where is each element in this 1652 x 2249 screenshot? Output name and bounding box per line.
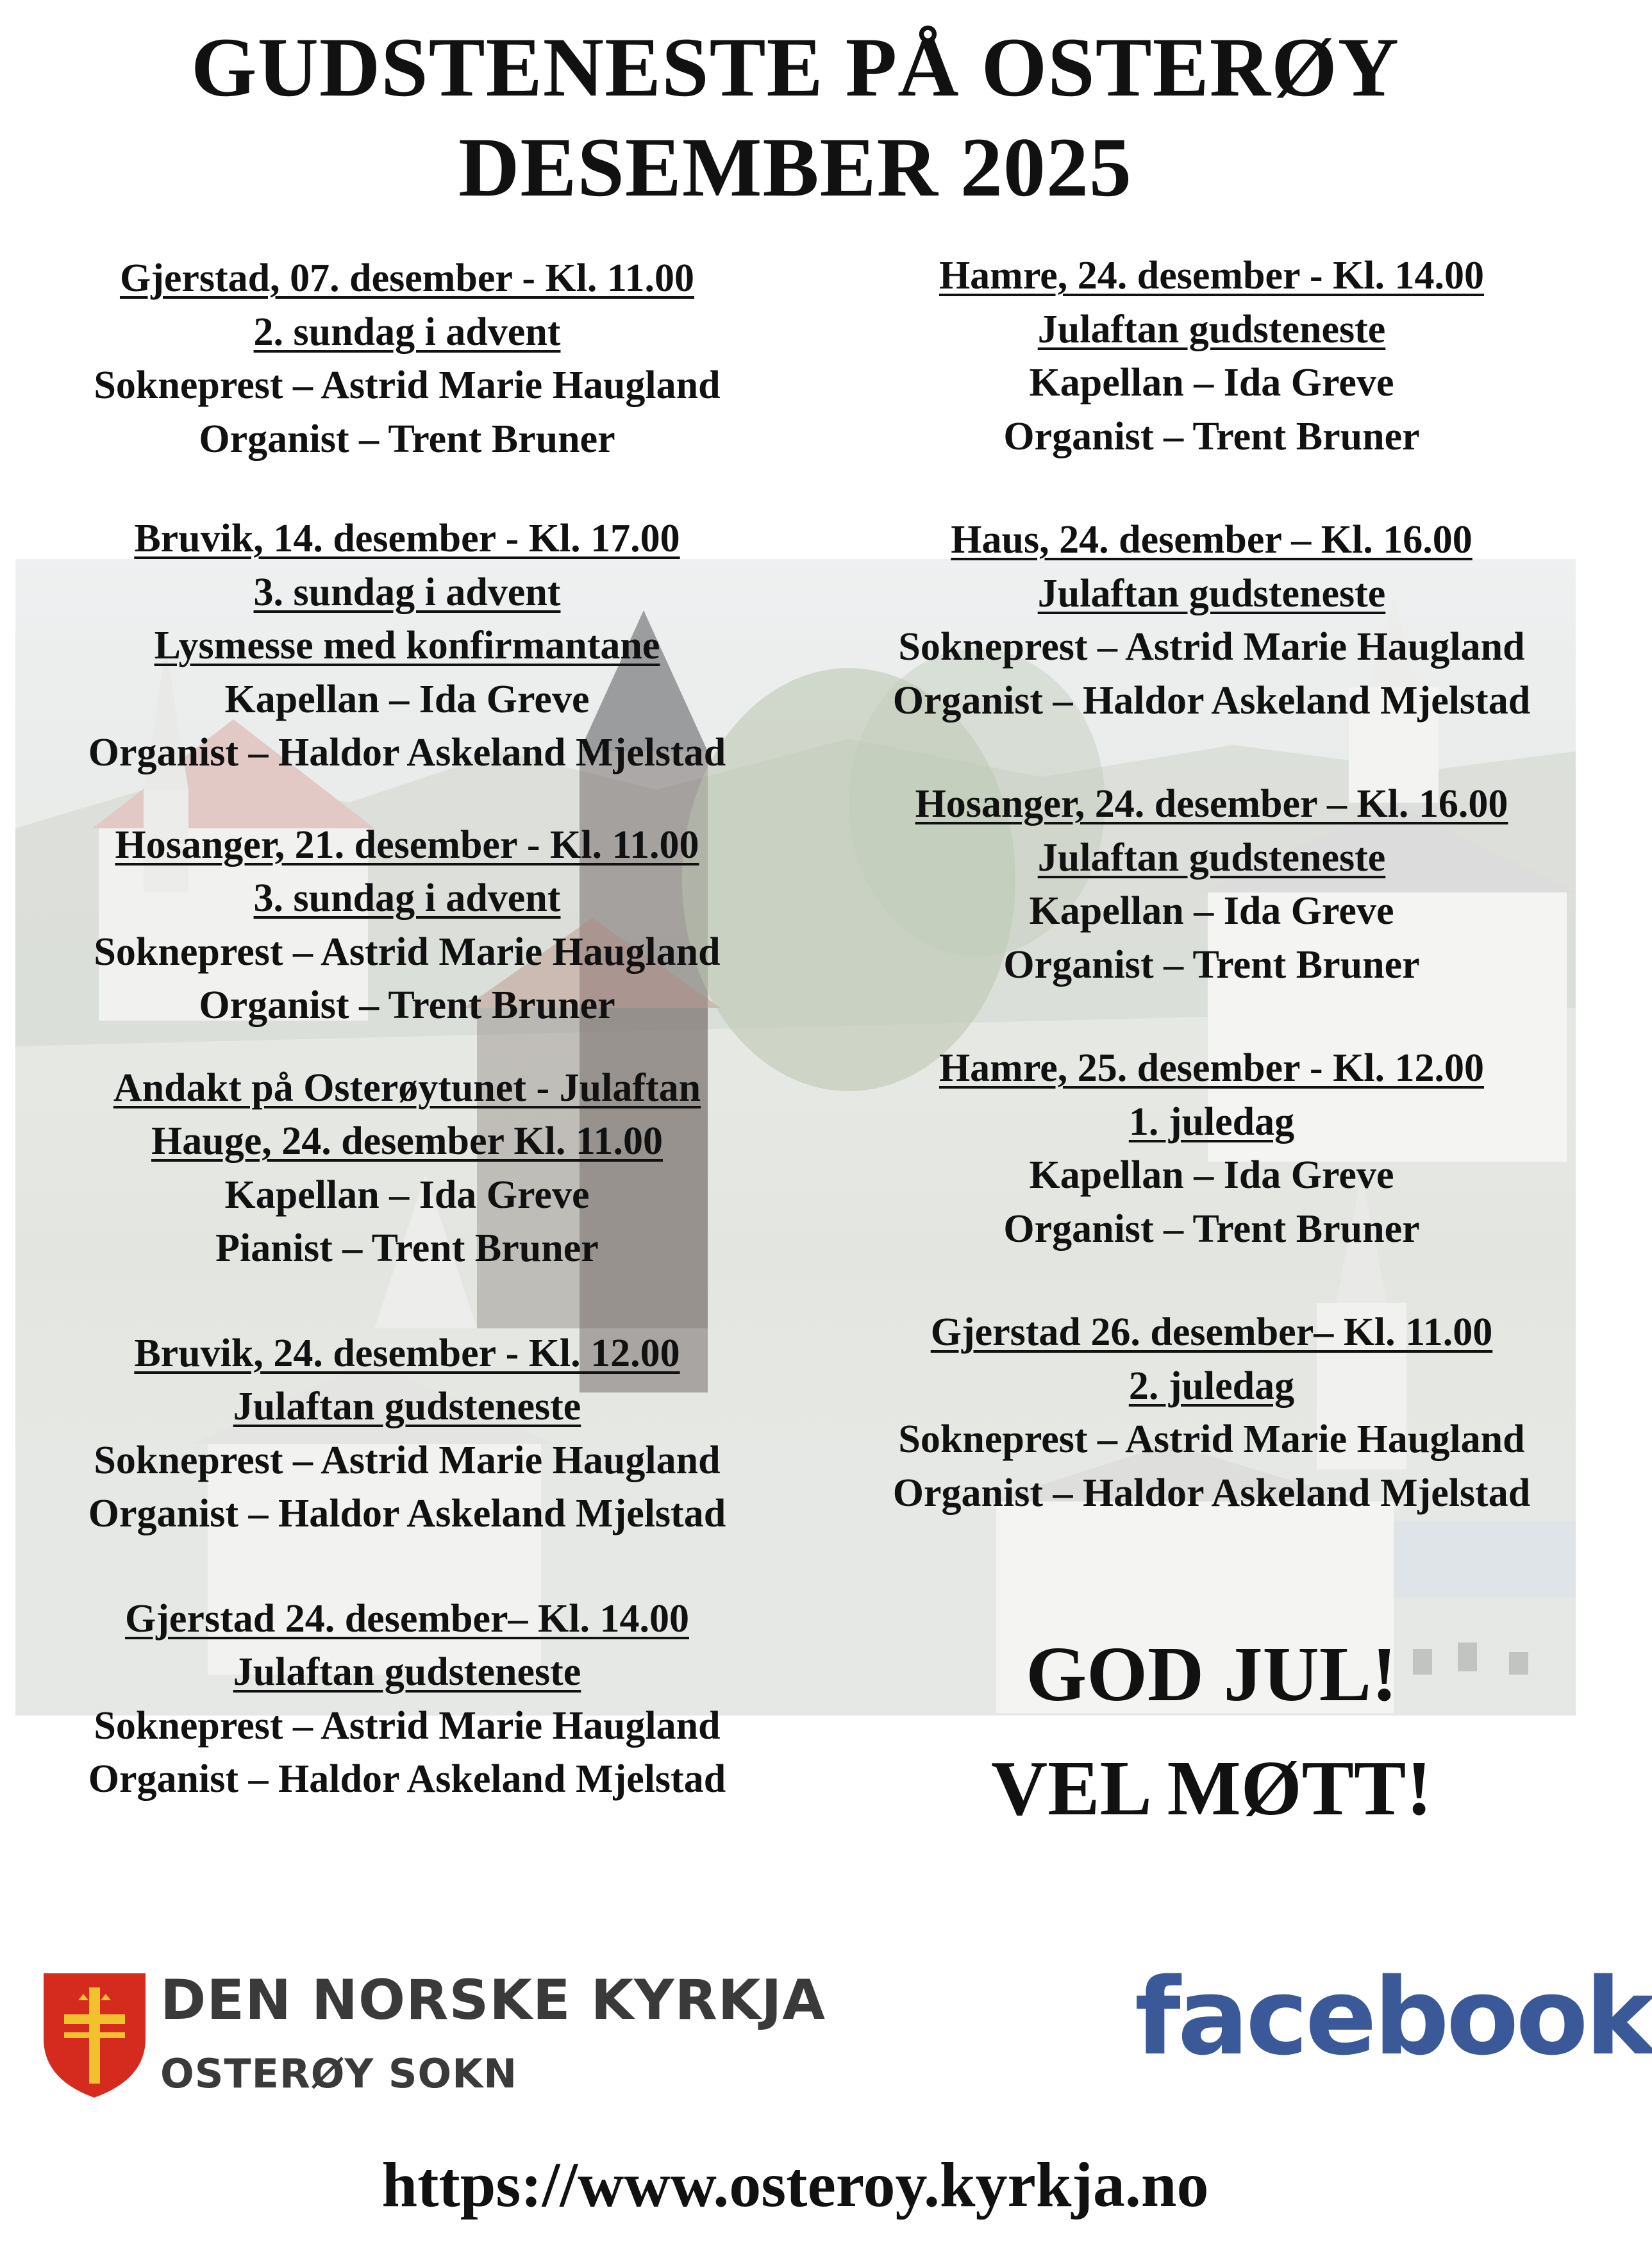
service-line: Organist – Haldor Askeland Mjelstad [892,1471,1531,1515]
service-block [833,249,1590,464]
service-line: Organist – Trent Bruner [1003,1207,1420,1251]
service-line: Organist – Haldor Askeland Mjelstad [88,731,726,774]
service-block [833,1042,1590,1256]
service-line: 2. sundag i advent [253,310,561,354]
service-line: Julaftan gudsteneste [1037,835,1386,880]
service-heading: Bruvik, 24. desember - Kl. 12.00 [134,1331,680,1375]
service-line: Sokneprest – Astrid Marie Haugland [94,930,721,974]
service-block [29,1327,785,1541]
service-line: Sokneprest – Astrid Marie Haugland [94,1438,721,1482]
service-line: Kapellan – Ida Greve [1029,1153,1394,1197]
service-line: Organist – Trent Bruner [199,983,615,1027]
service-line: Organist – Haldor Askeland Mjelstad [892,678,1531,723]
service-heading: Hosanger, 21. desember - Kl. 11.00 [115,823,699,867]
service-line: 2. juledag [1128,1364,1295,1408]
service-line: Kapellan – Ida Greve [224,1173,590,1217]
right-service-column [833,249,1590,1520]
service-block [29,252,785,466]
service-heading: Hamre, 24. desember - Kl. 14.00 [939,254,1485,297]
service-block [29,1593,785,1807]
service-line: Organist – Trent Bruner [199,417,615,461]
service-line: Organist – Haldor Askeland Mjelstad [88,1757,726,1801]
service-block [833,514,1590,728]
service-line: Sokneprest – Astrid Marie Haugland [94,1703,721,1748]
service-line: Sokneprest – Astrid Marie Haugland [94,364,721,407]
service-heading: Hamre, 25. desember - Kl. 12.00 [939,1046,1485,1090]
service-heading: Hosanger, 24. desember – Kl. 16.00 [915,782,1508,826]
service-line: Kapellan – Ida Greve [1029,361,1394,405]
service-line: Julaftan gudsteneste [1037,571,1386,615]
service-line: Hauge, 24. desember Kl. 11.00 [151,1119,663,1163]
service-line: 3. sundag i advent [253,876,561,920]
service-heading: Gjerstad 24. desember– Kl. 14.00 [125,1596,689,1641]
service-block [833,778,1590,992]
service-line: 3. sundag i advent [253,570,561,614]
service-line: 1. juledag [1128,1099,1295,1144]
greeting-god-jul: GOD JUL! [1026,1631,1398,1718]
page-title-line2: DESEMBER 2025 [458,120,1132,214]
service-block [29,1062,785,1276]
service-block [833,1306,1590,1520]
service-line: Organist – Trent Bruner [1003,414,1420,458]
service-line: Sokneprest – Astrid Marie Haugland [898,625,1525,669]
service-heading: Gjerstad 26. desember– Kl. 11.00 [930,1310,1493,1354]
service-line: Organist – Haldor Askeland Mjelstad [88,1492,726,1535]
service-block [29,512,785,780]
service-line: Julaftan gudsteneste [233,1650,581,1694]
website-url-link[interactable]: https://www.osteroy.kyrkja.no [381,2149,1209,2220]
service-line: Julaftan gudsteneste [233,1385,581,1428]
page-title-line1: GUDSTENESTE PÅ OSTERØY [190,20,1400,114]
facebook-link[interactable]: facebook [1135,1955,1652,2078]
left-service-column [29,252,785,1807]
church-shield-logo-icon [38,1968,151,2103]
org-name: DEN NORSKE KYRKJA [160,1968,826,2032]
org-subtitle: OSTERØY SOKN [160,2050,518,2097]
service-line: Organist – Trent Bruner [1003,942,1420,987]
service-line: Pianist – Trent Bruner [215,1226,599,1270]
service-block [29,819,785,1033]
service-line: Kapellan – Ida Greve [1029,889,1394,933]
service-line: Lysmesse med konfirmantane [154,624,660,667]
service-line: Sokneprest – Astrid Marie Haugland [898,1417,1525,1461]
service-heading: Gjerstad, 07. desember - Kl. 11.00 [119,256,695,300]
service-heading: Haus, 24. desember – Kl. 16.00 [951,518,1473,562]
service-heading: Andakt på Osterøytunet - Julaftan [113,1066,701,1110]
greeting-vel-mott: VEL MØTT! [990,1745,1433,1832]
service-heading: Bruvik, 14. desember - Kl. 17.00 [134,517,680,560]
service-line: Kapellan – Ida Greve [224,677,590,721]
service-line: Julaftan gudsteneste [1037,307,1386,351]
